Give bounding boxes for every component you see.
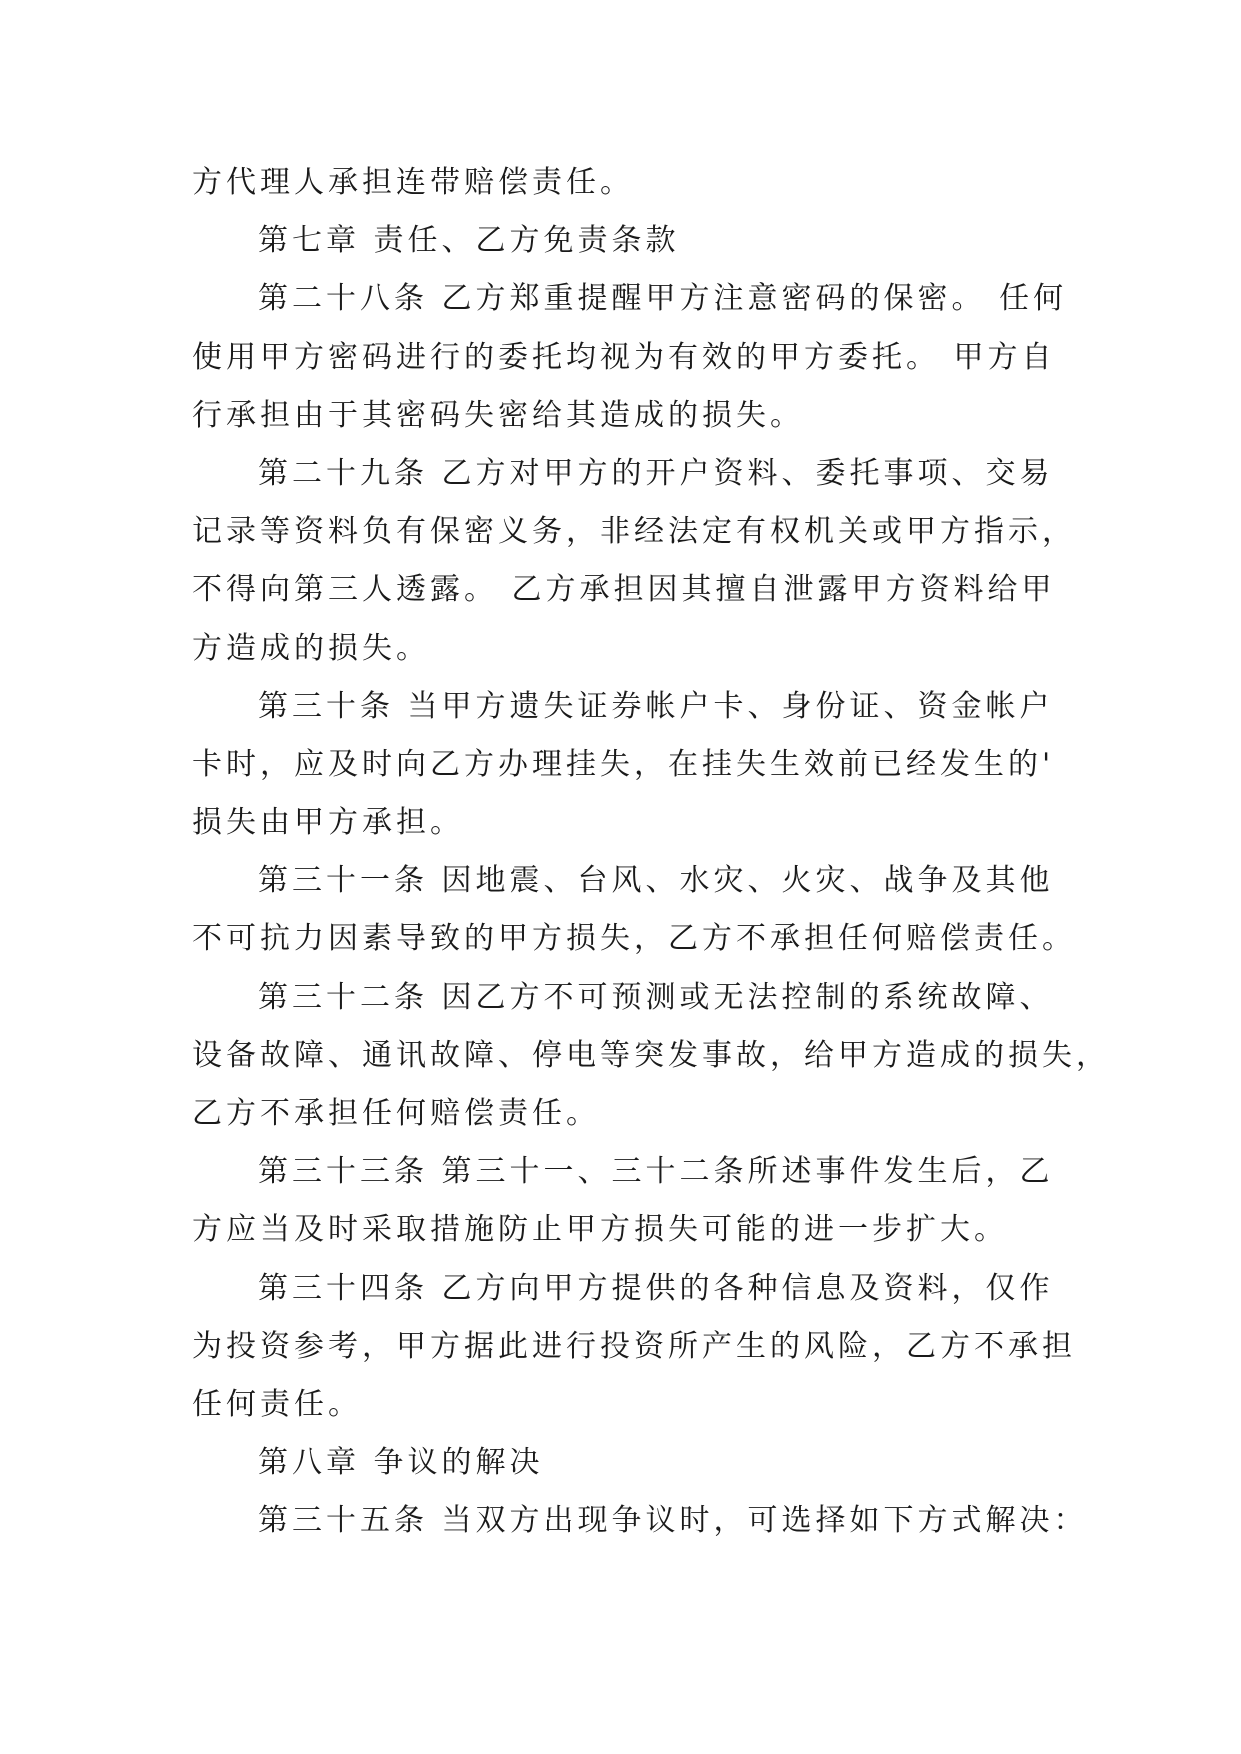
text-line: 为投资参考，甲方据此进行投资所产生的风险，乙方不承担 <box>192 1328 1076 1364</box>
text-line: 设备故障、通讯故障、停电等突发事故，给甲方造成的损失， <box>192 1037 1110 1073</box>
text-line: 不得向第三人透露。 乙方承担因其擅自泄露甲方资料给甲 <box>192 572 1056 608</box>
text-line: 任何责任。 <box>192 1386 362 1422</box>
text-line: 不可抗力因素导致的甲方损失，乙方不承担任何赔偿责任。 <box>192 921 1076 957</box>
text-line: 行承担由于其密码失密给其造成的损失。 <box>192 397 804 433</box>
text-line: 使用甲方密码进行的委托均视为有效的甲方委托。 甲方自 <box>192 339 1056 375</box>
article-line: 第二十九条 乙方对甲方的开户资料、委托事项、交易 <box>258 455 1054 491</box>
text-line: 方应当及时采取措施防止甲方损失可能的进一步扩大。 <box>192 1212 1008 1248</box>
text-line: 记录等资料负有保密义务，非经法定有权机关或甲方指示， <box>192 514 1076 550</box>
article-line: 第三十一条 因地震、台风、水灾、火灾、战争及其他 <box>258 863 1054 899</box>
text-line: 卡时，应及时向乙方办理挂失，在挂失生效前已经发生的' <box>192 746 1055 782</box>
text-line: 乙方不承担任何赔偿责任。 <box>192 1096 600 1131</box>
text-line: 损失由甲方承担。 <box>192 805 464 841</box>
chapter-heading: 第七章 责任、乙方免责条款 <box>258 223 680 259</box>
article-line: 第三十条 当甲方遗失证券帐户卡、身份证、资金帐户 <box>258 688 1054 724</box>
article-line: 第三十二条 因乙方不可预测或无法控制的系统故障、 <box>258 979 1054 1015</box>
text-line: 方代理人承担连带赔偿责任。 <box>192 165 634 200</box>
article-line: 第三十四条 乙方向甲方提供的各种信息及资料，仅作 <box>258 1270 1054 1306</box>
article-line: 第二十八条 乙方郑重提醒甲方注意密码的保密。 任何 <box>258 281 1068 317</box>
article-line: 第三十五条 当双方出现争议时，可选择如下方式解决： <box>258 1503 1088 1539</box>
article-line: 第三十三条 第三十一、三十二条所述事件发生后，乙 <box>258 1154 1054 1190</box>
document-body <box>192 154 1110 1551</box>
text-line: 方造成的损失。 <box>192 630 430 666</box>
chapter-heading: 第八章 争议的解决 <box>258 1445 544 1481</box>
